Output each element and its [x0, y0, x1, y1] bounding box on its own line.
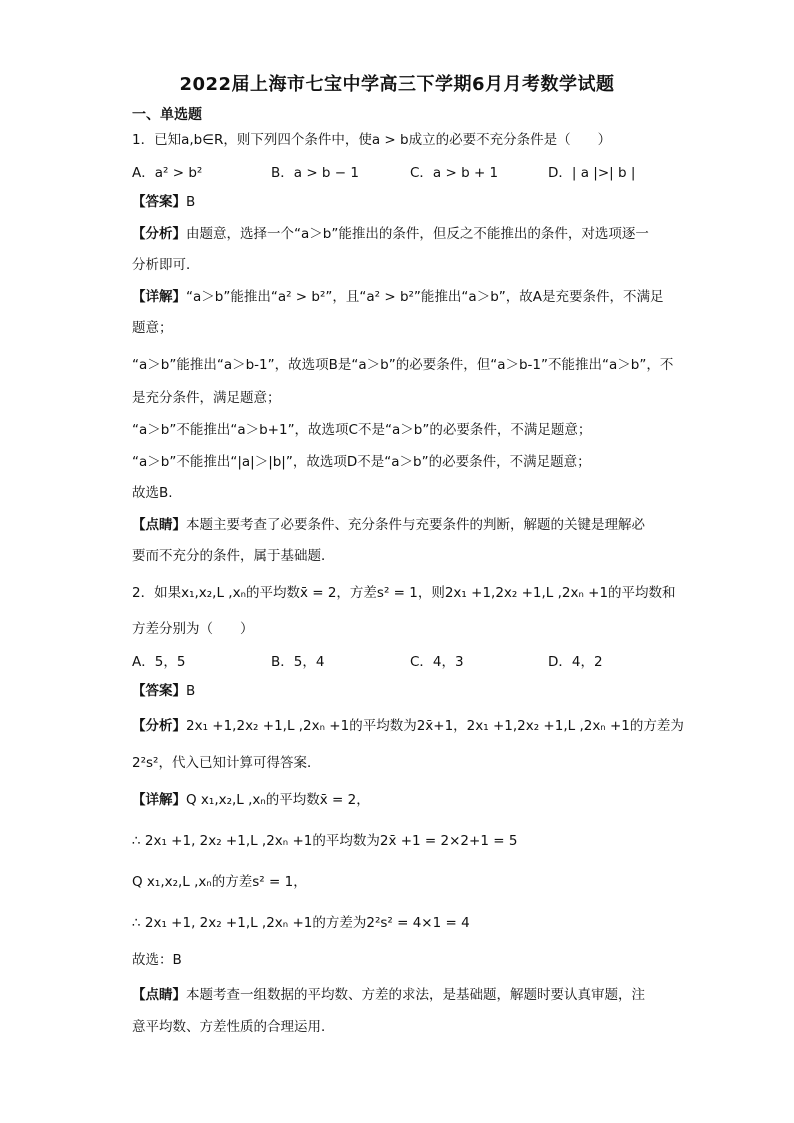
q2-comment	[132, 985, 645, 1005]
comment-text: 本题考查一组数据的平均数、方差的求法，是基础题，解题时要认真审题，注	[186, 987, 645, 1003]
answer-tag: 【答案】	[132, 683, 186, 699]
q2-option-b: B．5，4	[271, 654, 325, 670]
q1-option-d: D．| a |>| b |	[548, 165, 636, 181]
page-title: 2022届上海市七宝中学高三下学期6月月考数学试题	[179, 74, 615, 95]
detail-text: “a＞b”能推出“a² > b²”，且“a² > b²”能推出“a＞b”，故A是充要条件，不满足	[186, 289, 664, 305]
q2-analysis	[132, 716, 684, 736]
q2-answer	[132, 681, 195, 701]
q1-detail-line-3: “a＞b”能推出“a＞b-1”，故选项B是“a＞b”的必要条件，但“a＞b-1”不能推出“a＞b”，不	[132, 357, 674, 373]
q2-option-d: D．4，2	[548, 654, 603, 670]
q1-detail-line-7: 故选B.	[132, 485, 173, 501]
q1-comment	[132, 515, 645, 535]
q2-detail-line-5: 故选：B	[132, 952, 182, 968]
q2-analysis-cont: 2²s²，代入已知计算可得答案．	[132, 755, 321, 771]
q1-option-a: A．a² > b²	[132, 165, 203, 181]
q1-detail-line-2: 题意；	[132, 320, 173, 336]
comment-tag: 【点睛】	[132, 517, 186, 533]
answer-tag: 【答案】	[132, 194, 186, 210]
analysis-tag: 【分析】	[132, 226, 186, 242]
q1-option-b: B．a > b − 1	[271, 165, 359, 181]
detail-tag: 【详解】	[132, 289, 186, 305]
q1-stem: 1．已知a,b∈R，则下列四个条件中，使a > b成立的必要不充分条件是（ ）	[132, 132, 612, 148]
q1-option-c: C．a > b + 1	[410, 165, 499, 181]
q1-detail-line-4: 是充分条件，满足题意；	[132, 390, 281, 406]
q2-detail-line-4: ∴ 2x₁ +1, 2x₂ +1,L ,2xₙ +1的方差为2²s² = 4×1 = 4	[132, 915, 470, 931]
q1-analysis	[132, 224, 649, 244]
comment-text: 本题主要考查了必要条件、充分条件与充要条件的判断，解题的关键是理解必	[186, 517, 645, 533]
detail-text: Q x₁,x₂,L ,xₙ的平均数x̄ = 2，	[186, 792, 370, 808]
answer-value: B	[186, 194, 196, 210]
q2-detail-line-3: Q x₁,x₂,L ,xₙ的方差s² = 1，	[132, 874, 307, 890]
q1-detail	[132, 287, 664, 307]
section-heading: 一、单选题	[132, 107, 202, 123]
comment-tag: 【点睛】	[132, 987, 186, 1003]
q1-comment-cont: 要而不充分的条件，属于基础题．	[132, 548, 335, 564]
q2-detail	[132, 790, 370, 810]
q1-detail-line-6: “a＞b”不能推出“|a|＞|b|”，故选项D不是“a＞b”的必要条件，不满足题意；	[132, 454, 591, 470]
q2-stem: 2．如果x₁,x₂,L ,xₙ的平均数x̄ = 2，方差s² = 1，则2x₁ +1,2x₂ +1,L ,2xₙ +1的平均数和	[132, 585, 676, 601]
analysis-text: 2x₁ +1,2x₂ +1,L ,2xₙ +1的平均数为2x̄+1，2x₁ +1,2x₂ +1,L ,2xₙ +1的方差为	[186, 718, 684, 734]
answer-value: B	[186, 683, 196, 699]
q2-stem-cont: 方差分别为（ ）	[132, 621, 254, 637]
q2-option-c: C．4，3	[410, 654, 464, 670]
analysis-tag: 【分析】	[132, 718, 186, 734]
q1-analysis-cont: 分析即可．	[132, 257, 200, 273]
analysis-text: 由题意，选择一个“a＞b”能推出的条件，但反之不能推出的条件，对选项逐一	[186, 226, 649, 242]
q1-answer	[132, 192, 195, 212]
q2-comment-cont: 意平均数、方差性质的合理运用．	[132, 1019, 335, 1035]
q2-option-a: A．5，5	[132, 654, 186, 670]
q2-detail-line-2: ∴ 2x₁ +1, 2x₂ +1,L ,2xₙ +1的平均数为2x̄ +1 = 2×2+1 = 5	[132, 833, 518, 849]
q1-detail-line-5: “a＞b”不能推出“a＞b+1”，故选项C不是“a＞b”的必要条件，不满足题意；	[132, 422, 592, 438]
detail-tag: 【详解】	[132, 792, 186, 808]
